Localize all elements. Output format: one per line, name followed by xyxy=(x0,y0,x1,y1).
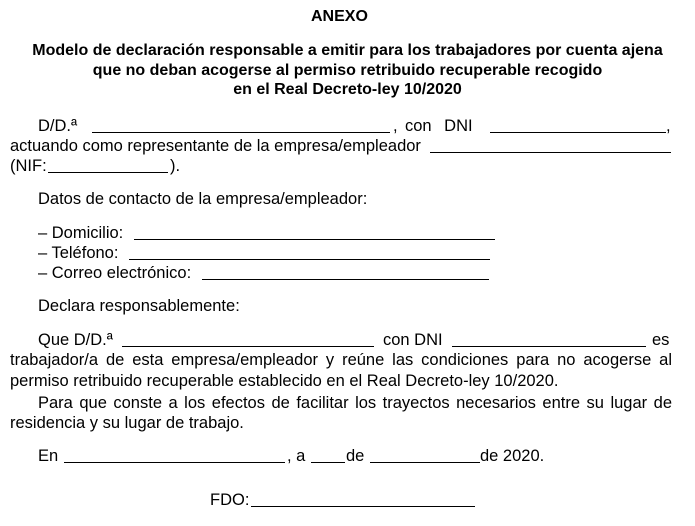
worker-dni-field[interactable] xyxy=(452,332,646,347)
month-field[interactable] xyxy=(370,448,480,463)
p3-line-2: residencia y su lugar de trabajo. xyxy=(10,414,244,432)
comma: , xyxy=(393,117,398,135)
nif-field[interactable] xyxy=(48,158,168,173)
subtitle-line-3: en el Real Decreto-ley 10/2020 xyxy=(233,81,462,98)
que-dd-label: Que D/D.ª xyxy=(38,331,113,349)
con-dni-label: con DNI xyxy=(405,117,473,135)
nif-open: (NIF: xyxy=(10,157,47,175)
p3-line-1: Para que conste a los efectos de facilitar los trayectos necesarios entre su lugar de xyxy=(38,394,672,412)
worker-name-field[interactable] xyxy=(122,332,374,347)
nif-close: ). xyxy=(170,157,181,175)
correo-field[interactable] xyxy=(202,265,489,280)
p2-line-2: trabajador/a de esta empresa/empleador y reúne las condiciones para no acogerse al xyxy=(10,351,672,369)
a-label: , a xyxy=(287,447,306,465)
declara-heading: Declara responsablemente: xyxy=(38,297,240,315)
correo-label: – Correo electrónico: xyxy=(38,264,192,282)
p2-line-3: permiso retribuido recuperable establecido en el Real Decreto-ley 10/2020. xyxy=(10,372,559,390)
day-field[interactable] xyxy=(311,448,345,463)
year-label: de 2020. xyxy=(480,447,545,465)
domicilio-label: – Domicilio: xyxy=(38,224,124,242)
signature-field[interactable] xyxy=(251,492,475,507)
de-label: de xyxy=(346,447,365,465)
telefono-label: – Teléfono: xyxy=(38,244,119,262)
dni-field[interactable] xyxy=(490,118,666,133)
con-dni-label-2: con DNI xyxy=(383,331,443,349)
dd-label: D/D.ª xyxy=(38,117,78,135)
fdo-label: FDO: xyxy=(210,491,250,509)
document-title: ANEXO xyxy=(311,8,368,25)
place-field[interactable] xyxy=(64,448,285,463)
actuando-text: actuando como representante de la empresa/empleador xyxy=(10,137,421,155)
contact-heading: Datos de contacto de la empresa/empleador: xyxy=(38,190,368,208)
es-label: es xyxy=(652,331,670,349)
empresa-field[interactable] xyxy=(430,138,671,153)
telefono-field[interactable] xyxy=(129,245,490,260)
en-label: En xyxy=(38,447,59,465)
subtitle-line-2: que no deban acogerse al permiso retribuido recuperable recogido xyxy=(92,62,603,79)
name-field[interactable] xyxy=(92,118,390,133)
comma-2: , xyxy=(666,117,671,135)
subtitle-line-1: Modelo de declaración responsable a emitir para los trabajadores por cuenta ajena xyxy=(32,42,663,59)
domicilio-field[interactable] xyxy=(134,225,495,240)
